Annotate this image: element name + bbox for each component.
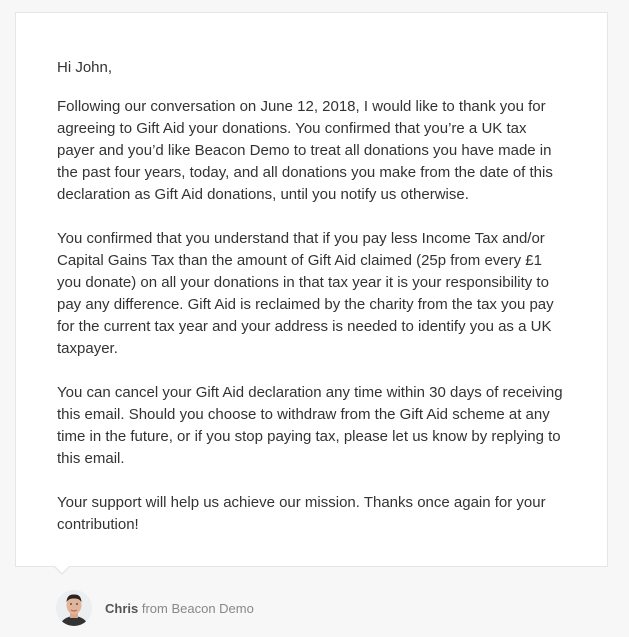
line: Capital Gains Tax than the amount of Gift Aid claimed (25p from every £1 xyxy=(57,252,542,269)
sender-organization: from Beacon Demo xyxy=(141,601,254,616)
sender-name: Chris xyxy=(105,601,139,616)
line: this email. Should you choose to withdraw from the Gift Aid scheme at any xyxy=(57,406,550,423)
line: agreeing to Gift Aid your donations. You confirmed that you’re a UK tax xyxy=(57,120,527,137)
line: contribution! xyxy=(57,516,139,533)
paragraph xyxy=(57,96,563,206)
speech-pointer xyxy=(53,566,71,575)
line: Your support will help us achieve our mission. Thanks once again for your xyxy=(57,494,546,511)
greeting: Hi John, xyxy=(57,59,113,76)
line: this email. xyxy=(57,450,125,467)
line: You can cancel your Gift Aid declaration any time within 30 days of receiving xyxy=(57,384,563,401)
sender-signature xyxy=(105,601,254,616)
line: for the current tax year and your address is needed to identify you as a UK xyxy=(57,318,552,335)
line: pay any difference. Gift Aid is reclaimed by the charity from the tax you pay xyxy=(57,296,554,313)
message-card xyxy=(15,12,608,567)
line: taxpayer. xyxy=(57,340,118,357)
line: Following our conversation on June 12, 2018, I would like to thank you for xyxy=(57,98,546,115)
paragraph xyxy=(57,228,563,360)
person-photo-icon xyxy=(56,590,92,626)
paragraph xyxy=(57,492,563,536)
line: the past four years, today, and all donations you make from the date of this xyxy=(57,164,553,181)
avatar xyxy=(56,590,92,626)
line: you donate) on all your donations in that tax year it is your responsibility to xyxy=(57,274,549,291)
paragraph xyxy=(57,382,563,470)
line: You confirmed that you understand that if you pay less Income Tax and/or xyxy=(57,230,545,247)
line: declaration as Gift Aid donations, until you notify us otherwise. xyxy=(57,186,469,203)
line: time in the future, or if you stop paying tax, please let us know by replying to xyxy=(57,428,561,445)
message-body xyxy=(57,57,563,558)
line: payer and you’d like Beacon Demo to treat all donations you have made in xyxy=(57,142,552,159)
